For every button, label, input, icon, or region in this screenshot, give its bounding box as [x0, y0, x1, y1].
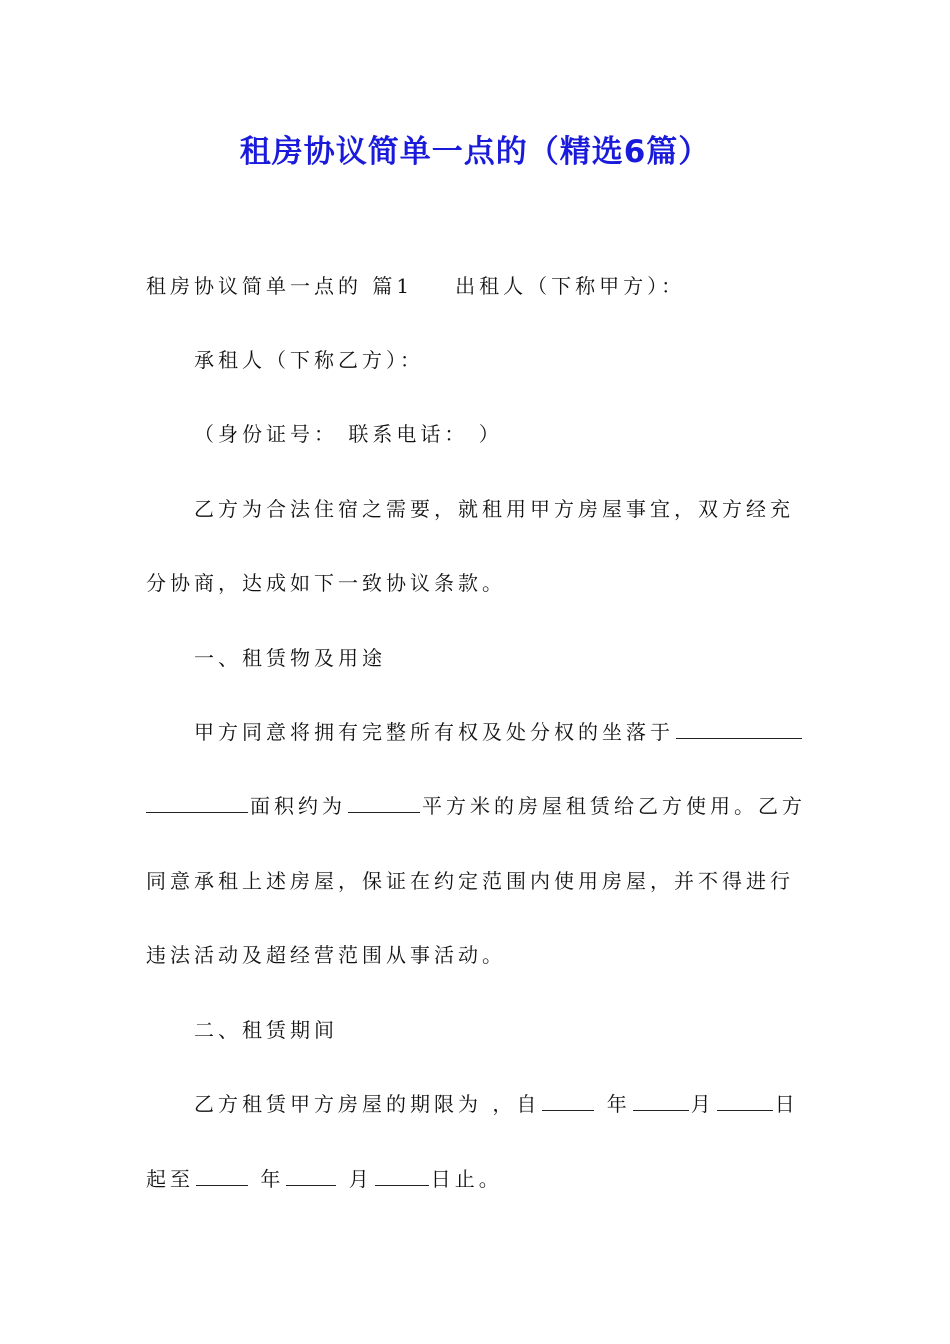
clause1-paragraph-line-1 [146, 716, 864, 748]
clause1-paragraph-line-3: 同意承租上述房屋，保证在约定范围内使用房屋，并不得进行 [146, 869, 794, 893]
end-month-blank [286, 1163, 336, 1186]
clause1-text-2b: 平方米的房屋租赁给乙方使用。乙方 [422, 794, 806, 818]
clause1-text-2a: 面积约为 [250, 794, 346, 818]
location-blank-continued [146, 790, 248, 813]
clause1-paragraph-line-2 [146, 790, 816, 822]
lessor-line: 出租人（下称甲方）： [455, 274, 686, 298]
clause2-heading: 二、租赁期间 [194, 1018, 338, 1042]
start-month-blank [633, 1088, 689, 1111]
intro-line-1: 乙方为合法住宿之需要，就租用甲方房屋事宜，双方经充 [194, 497, 794, 521]
end-year-blank [196, 1163, 248, 1186]
intro-line-2: 分协商，达成如下一致协议条款。 [146, 571, 506, 595]
clause1-paragraph-line-4: 违法活动及超经营范围从事活动。 [146, 943, 506, 967]
clause2-paragraph-line-1 [146, 1088, 864, 1120]
clause2-text-2a: 起至 [146, 1167, 194, 1191]
clause2-text-2c: 月 [348, 1167, 373, 1191]
clause1-text-1: 甲方同意将拥有完整所有权及处分权的坐落于 [194, 720, 674, 744]
clause2-text-1b: 年 [606, 1092, 631, 1116]
clause1-heading: 一、租赁物及用途 [194, 646, 386, 670]
section-heading: 租房协议简单一点的 篇1 [146, 274, 414, 298]
section-heading-line [146, 270, 816, 302]
area-blank [348, 790, 420, 813]
clause2-text-1d: 日 [774, 1092, 799, 1116]
end-day-blank [375, 1163, 429, 1186]
clause2-text-1c: 月 [690, 1092, 715, 1116]
start-year-blank [542, 1088, 594, 1111]
clause2-text-2b: 年 [260, 1167, 285, 1191]
clause2-text-1a: 乙方租赁甲方房屋的期限为 ，自 [194, 1092, 541, 1116]
clause2-paragraph-line-2 [146, 1163, 816, 1195]
clause2-text-2d: 日止。 [430, 1167, 503, 1191]
start-day-blank [717, 1088, 773, 1111]
document-title: 租房协议简单一点的（精选6篇） [239, 134, 711, 170]
id-contact-line: （身份证号： 联系电话： ） [194, 422, 503, 446]
location-blank [676, 716, 802, 739]
lessee-line: 承租人（下称乙方）： [194, 348, 424, 372]
